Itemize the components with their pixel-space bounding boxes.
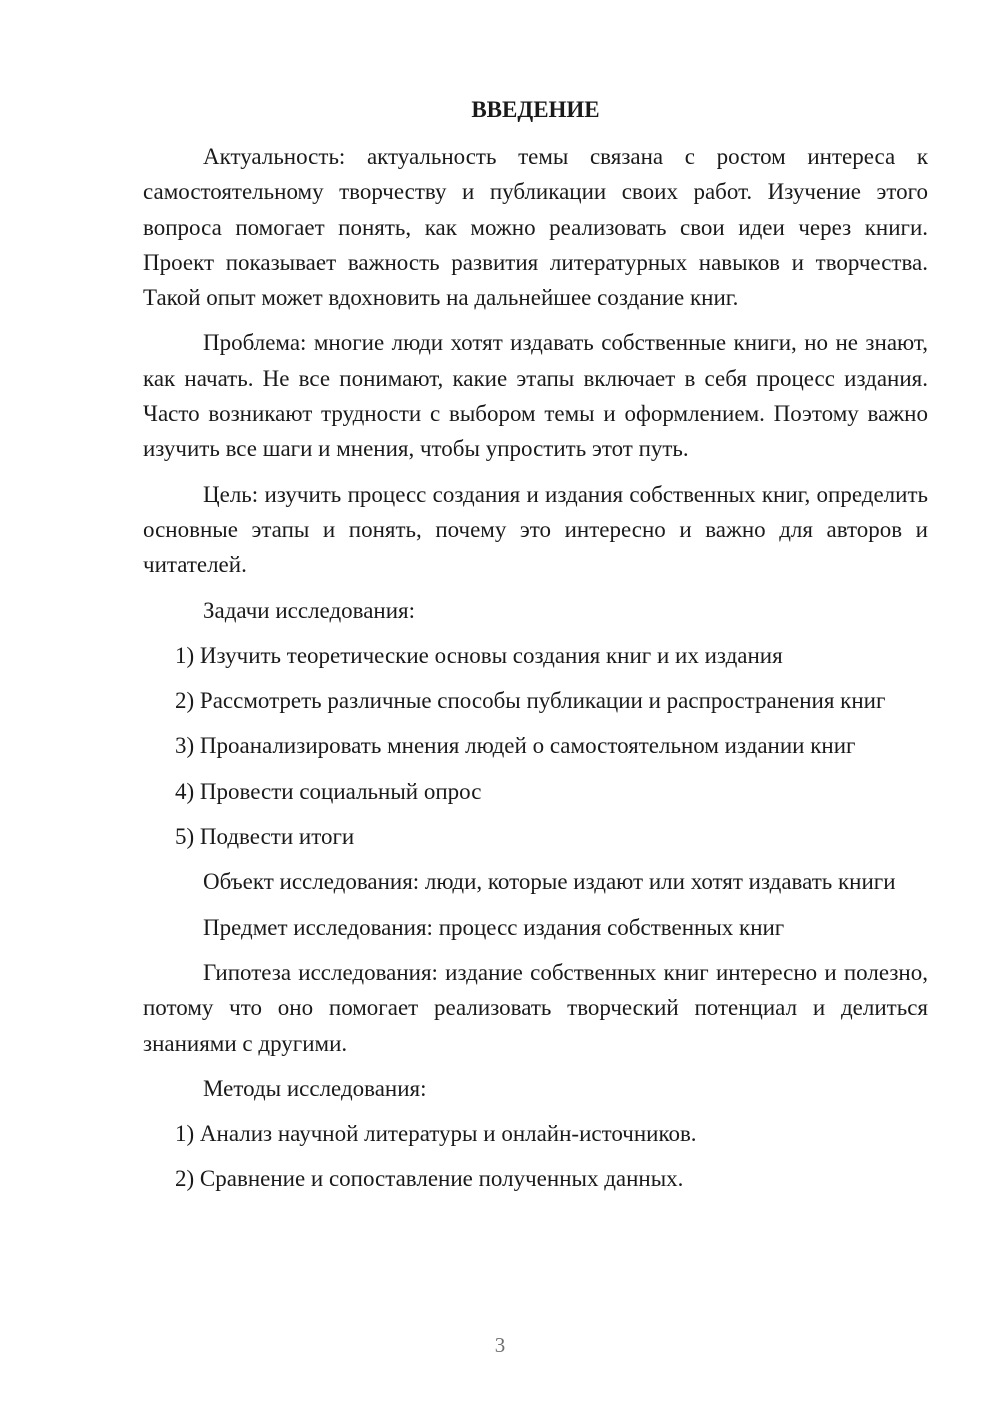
- list-item: 2) Рассмотреть различные способы публикации и распространения книг: [175, 688, 886, 714]
- section-title: ВВЕДЕНИЕ: [471, 97, 600, 122]
- list-item: 3) Проанализировать мнения людей о самостоятельном издании книг: [175, 733, 856, 759]
- list-item: 1) Анализ научной литературы и онлайн-источников.: [175, 1121, 697, 1147]
- paragraph-problem: Проблема: многие люди хотят издавать собственные книги, но не знают, как начать. Не все понимают, какие этапы включает в себя процесс издания. Часто возникают трудности с выбором темы и оформлением. Поэтому важно изучить все шаги и мнения, чтобы упростить этот путь.: [143, 330, 928, 462]
- list-item: 4) Провести социальный опрос: [175, 778, 482, 804]
- list-item: 1) Изучить теоретические основы создания книг и их издания: [175, 642, 783, 668]
- paragraph-object: Объект исследования: люди, которые издают или хотят издавать книги: [203, 869, 896, 895]
- page-number: 3: [494, 1333, 506, 1357]
- paragraph-subject: Предмет исследования: процесс издания собственных книг: [203, 914, 785, 940]
- tasks-heading: Задачи исследования:: [203, 597, 416, 623]
- paragraph-goal: Цель: изучить процесс создания и издания собственных книг, определить основные этапы и понять, почему это интересно и важно для авторов и читателей.: [143, 481, 928, 578]
- methods-list: [143, 1116, 928, 1197]
- paragraph-hypothesis: Гипотеза исследования: издание собственных книг интересно и полезно, потому что оно помогает реализовать творческий потенциал и делиться знаниями с другими.: [143, 959, 928, 1056]
- list-item: 5) Подвести итоги: [175, 824, 355, 850]
- tasks-list: [143, 638, 928, 854]
- document-page: [143, 92, 928, 1207]
- list-item: 2) Сравнение и сопоставление полученных данных.: [175, 1166, 684, 1192]
- methods-heading: Методы исследования:: [203, 1075, 427, 1101]
- paragraph-relevance: Актуальность: актуальность темы связана с ростом интереса к самостоятельному творчеству и публикации своих работ. Изучение этого вопроса помогает понять, как можно реализовать свои идеи через книги. Проект показывает важность развития литературных навыков и творчества. Такой опыт может вдохновить на дальнейшее создание книг.: [143, 144, 928, 311]
